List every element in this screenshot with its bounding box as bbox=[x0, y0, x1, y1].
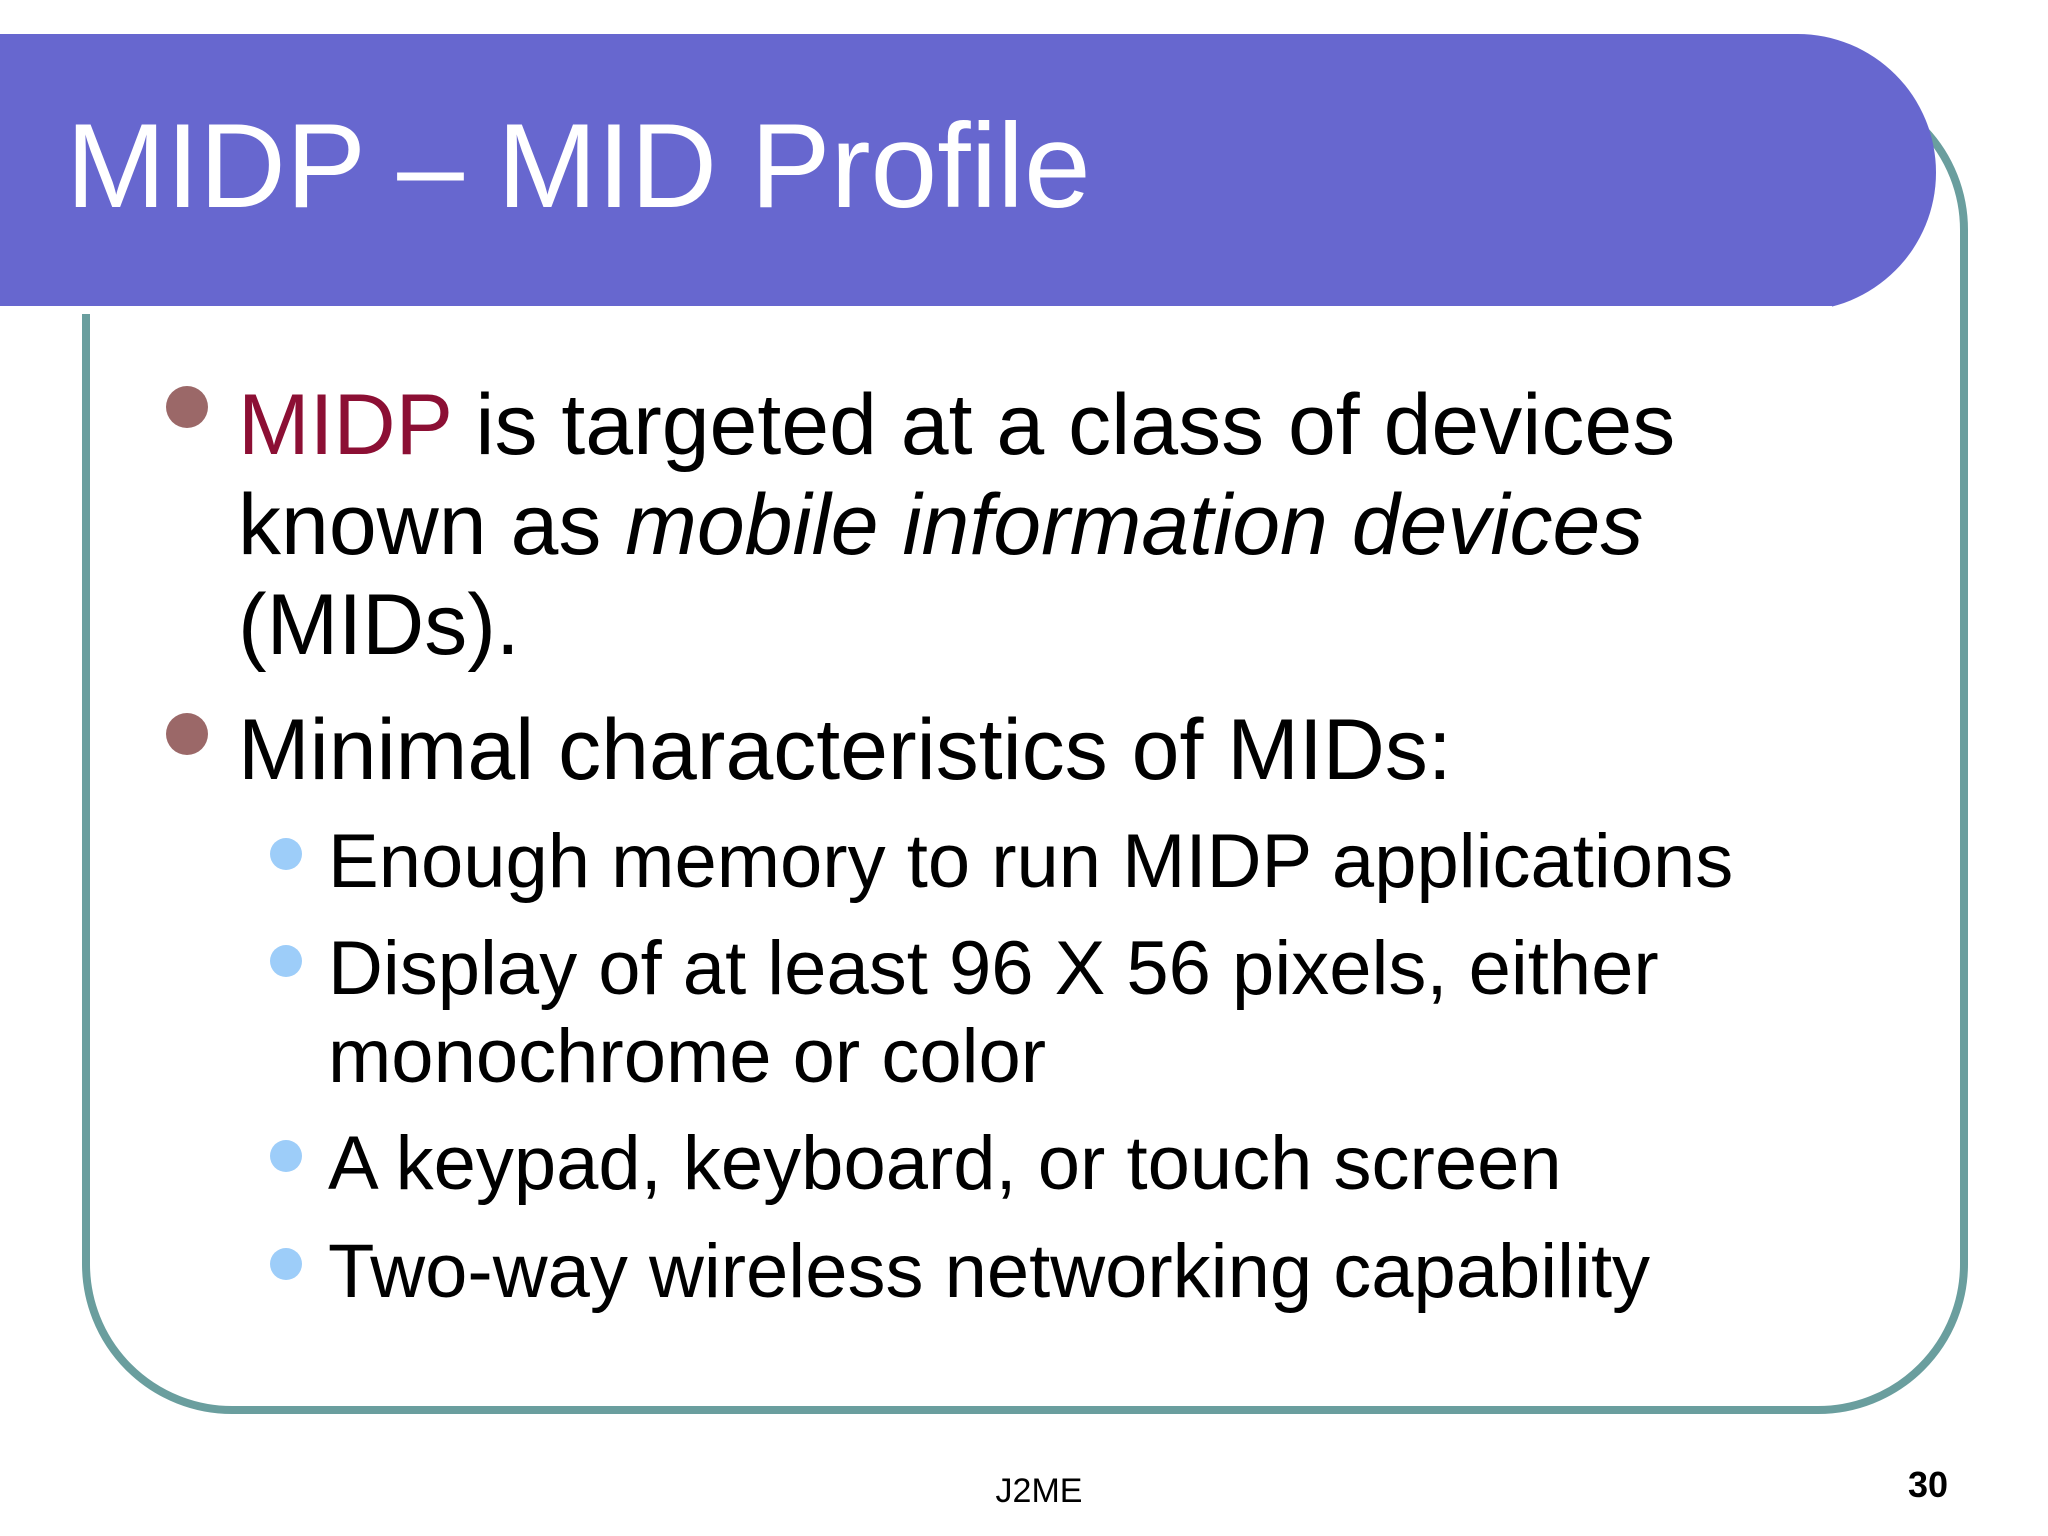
sub-bullet-dot bbox=[270, 1248, 302, 1280]
sub-bullet-dot bbox=[270, 1140, 302, 1172]
bullet-dot bbox=[166, 713, 208, 755]
sub-bullet-2-line-1: Display of at least 96 X 56 pixels, either bbox=[328, 926, 1659, 1011]
sub-bullet-2-line-2: monochrome or color bbox=[328, 1014, 1047, 1099]
bullet-1-line-1-rest: is targeted at a class of devices bbox=[451, 377, 1676, 473]
bullet-1-line-2-pre: known as bbox=[238, 477, 626, 573]
bullet-1-line-3: (MIDs). bbox=[238, 577, 520, 673]
sub-bullet-dot bbox=[270, 945, 302, 977]
bullet-dot bbox=[166, 386, 208, 428]
sub-bullet-4: Two-way wireless networking capability bbox=[328, 1229, 1651, 1314]
bullet-2-text: Minimal characteristics of MIDs: bbox=[238, 702, 1452, 798]
sub-bullet-1: Enough memory to run MIDP applications bbox=[328, 819, 1734, 904]
title-underline bbox=[0, 306, 1832, 314]
sub-bullet-3: A keypad, keyboard, or touch screen bbox=[328, 1121, 1562, 1206]
bullet-1-line-2 bbox=[238, 475, 1643, 575]
bullet-1-lead: MIDP bbox=[238, 377, 452, 473]
page-number: 30 bbox=[1907, 1464, 1948, 1505]
bullet-1-line-1 bbox=[238, 375, 1675, 475]
sub-bullet-dot bbox=[270, 838, 302, 870]
slide-title: MIDP – MID Profile bbox=[66, 99, 1091, 233]
bullet-1-line-2-emphasis: mobile information devices bbox=[625, 477, 1644, 573]
footer-text: J2ME bbox=[995, 1472, 1083, 1510]
